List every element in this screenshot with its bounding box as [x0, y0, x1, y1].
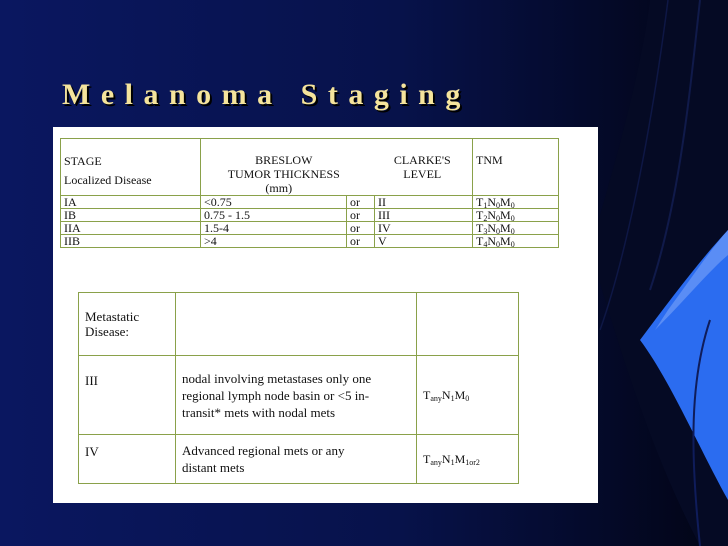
tnm-cell: $T_4N_0M_0$ — [473, 235, 559, 248]
content-panel — [53, 127, 598, 503]
stage-cell: III — [79, 356, 176, 435]
localized-disease-label: Localized Disease — [64, 173, 152, 187]
level-cell: IV — [375, 222, 473, 235]
or-cell: or — [347, 209, 375, 222]
slide-title: Melanoma Staging — [62, 78, 471, 111]
stage-cell: IIB — [61, 235, 201, 248]
tnm-header: TNM — [476, 153, 503, 167]
thickness-cell: <0.75 — [201, 196, 347, 209]
stage-header-cell — [61, 139, 201, 196]
table-row — [61, 209, 559, 222]
clarke-header-cell — [347, 139, 473, 196]
stage-header: STAGE — [64, 154, 102, 168]
table-row — [79, 356, 519, 435]
description-line: nodal involving metastases only one — [182, 370, 372, 386]
stage-cell: IA — [61, 196, 201, 209]
thickness-cell: 0.75 - 1.5 — [201, 209, 347, 222]
breslow-header-cell — [201, 139, 347, 196]
stage-cell: IIA — [61, 222, 201, 235]
tnm-cell: $T_3N_0M_0$ — [473, 222, 559, 235]
level-cell: II — [375, 196, 473, 209]
or-cell: or — [347, 196, 375, 209]
level-cell: V — [375, 235, 473, 248]
description-line: distant mets — [182, 460, 245, 475]
or-cell: or — [347, 235, 375, 248]
disease-label: Disease: — [85, 324, 130, 339]
description-cell — [176, 435, 417, 484]
thickness-cell: 1.5-4 — [201, 222, 347, 235]
clarke-header: CLARKE'S — [393, 153, 451, 167]
tnm-cell: $T_2N_0M_0$ — [473, 209, 559, 222]
thickness-unit-label: (mm) — [265, 181, 293, 195]
metastatic-label: Metastatic — [85, 309, 140, 324]
or-cell: or — [347, 222, 375, 235]
stage-cell: IV — [79, 435, 176, 484]
metastatic-label-cell — [79, 293, 176, 356]
table-row — [61, 222, 559, 235]
table-row — [61, 235, 559, 248]
table-row — [79, 435, 519, 484]
staging-table — [60, 138, 559, 248]
tnm-cell: $T_{any}N_1M_0$ — [417, 356, 519, 435]
description-line: regional lymph node basin or <5 in- — [182, 387, 370, 403]
description-line: Advanced regional mets or any — [182, 443, 345, 458]
tumor-thickness-header: TUMOR THICKNESS — [227, 167, 340, 181]
tnm-cell: $T_1N_0M_0$ — [473, 196, 559, 209]
empty-cell — [176, 293, 417, 356]
metastatic-table — [78, 292, 519, 484]
metastatic-header-row — [79, 293, 519, 356]
staging-header-row — [61, 139, 559, 196]
level-header: LEVEL — [403, 167, 442, 181]
level-cell: III — [375, 209, 473, 222]
tnm-header-cell — [473, 139, 559, 196]
description-cell — [176, 356, 417, 435]
tnm-cell: $T_{any}N_1M_{1or2}$ — [417, 435, 519, 484]
thickness-cell: >4 — [201, 235, 347, 248]
breslow-header: BRESLOW — [255, 153, 313, 167]
empty-cell — [417, 293, 519, 356]
table-row — [61, 196, 559, 209]
description-line: transit* mets with nodal mets — [182, 404, 336, 420]
stage-cell: IB — [61, 209, 201, 222]
